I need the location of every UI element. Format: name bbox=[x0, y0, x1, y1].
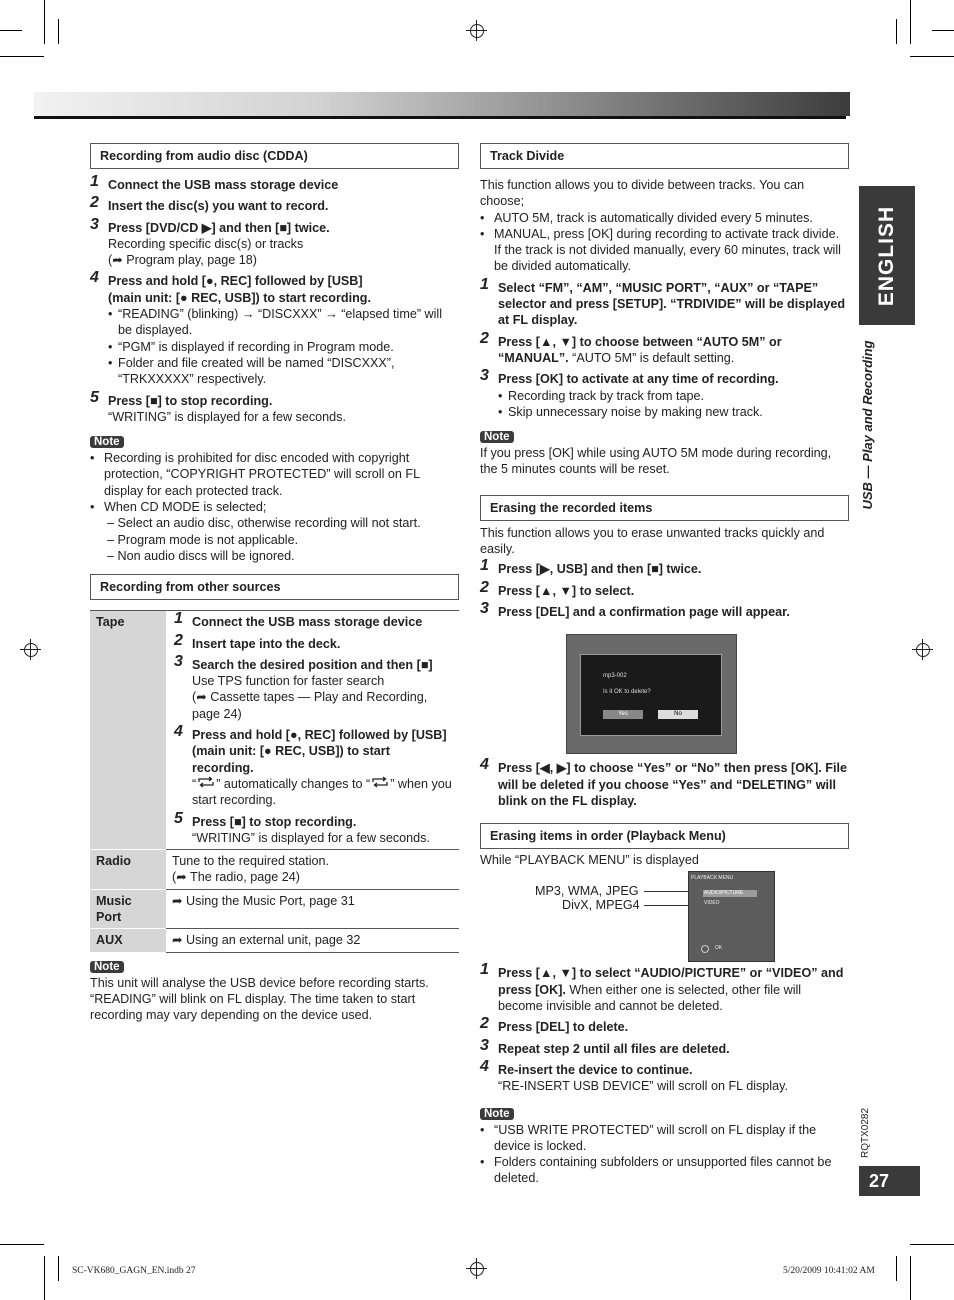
crop-mark bbox=[910, 1256, 911, 1300]
note-item: • Folders containing subfolders or unsupported files cannot be deleted. bbox=[480, 1154, 849, 1187]
step: 2 Press [▲, ▼] to select. bbox=[480, 578, 635, 598]
crop-mark bbox=[0, 56, 44, 57]
table-row: Music Port ➦ Using the Music Port, page 31 bbox=[90, 889, 459, 929]
registration-mark-icon bbox=[470, 1262, 484, 1276]
crop-mark bbox=[44, 0, 45, 44]
section-heading-erase: Erasing the recorded items bbox=[480, 495, 849, 521]
step: 4 Press [◀, ▶] to choose “Yes” or “No” then press [OK]. File will be deleted if you choose “Yes” and “DELETING” will blink on the FL display. bbox=[480, 756, 847, 808]
step: 1 Press [▶, USB] and then [■] twice. bbox=[480, 557, 702, 577]
step: 2 Press [DEL] to delete. bbox=[480, 1015, 629, 1035]
yes-button[interactable]: Yes bbox=[603, 710, 643, 719]
row-label: AUX bbox=[90, 929, 166, 952]
row-label: Tape bbox=[90, 611, 166, 850]
step: 4 Press and hold [●, REC] followed by [USB] (main unit: [● REC, USB]) to start recording. • “READING” (blinking) → “DISCXXX” → “elapsed time” will be displayed. • “PGM” is displayed if recording in Program mode. • Folder and file created will be named “DISCXXX”, “TRKXXXXX” respectively. bbox=[90, 273, 459, 387]
registration-mark-icon bbox=[916, 643, 930, 657]
crop-mark bbox=[896, 1256, 897, 1281]
crop-mark bbox=[44, 1256, 45, 1300]
label-video: DivX, MPEG4 bbox=[562, 898, 640, 912]
note-item: • Recording is prohibited for disc encoded with copyright protection, “COPYRIGHT PROTECTED” will scroll on FL display for each protected track. bbox=[90, 450, 459, 499]
delete-confirm-screen: mp3-002 Is it OK to delete? Yes No bbox=[566, 634, 737, 754]
step: 1 Select “FM”, “AM”, “MUSIC PORT”, “AUX” or “TAPE” selector and press [SETUP]. “TRDIVIDE” will be displayed at FL display. bbox=[480, 275, 846, 328]
section-heading-other: Recording from other sources bbox=[90, 574, 459, 600]
label-audio-picture: MP3, WMA, JPEG bbox=[535, 884, 639, 898]
step: 3 Press [DEL] and a confirmation page will appear. bbox=[480, 599, 790, 619]
right-column: Track Divide This function allows you to divide between tracks. You can choose; • AUTO 5M, track is automatically divided every 5 minutes. • MANUAL, press [OK] during recording to activate track divide. If the track is not divided manually, every 60 minutes, track will be divided automatically. 1 Select “FM”, “AM”, “MUSIC PORT”, “AUX” or “TAPE” selector and press [SETUP]. “TRDIVIDE” will be displayed at FL display. 2 Press [▲, ▼] to choose between “AUTO 5M” or “MANUAL”. “AUTO 5M” is default setting. 3 Press [OK] to activate at any time of recording. • Recording track by track from tape. • Skip unnecessary noise by making new track. Note If you press [OK] while using AUTO 5M mode during recording, the 5 minutes counts will be reset. Erasing the recorded items This function allows you to erase unwanted tracks quickly and easily. 1 Press [▶, USB] and then [■] twice. 2 Press [▲, ▼] to select. 3 Press [DEL] and a confirmation page will appear. 4 Press [◀, ▶] to choose “Yes” or “No” then press [OK]. File will be deleted if you choose “Yes” and “DELETING” will blink on the FL display. Erasing items in order (Playback Menu) While “PLAYBACK MENU” is displayed 1 Press [▲, ▼] to select “AUDIO/PICTURE” or “VIDEO” and press [OK]. When either one is selected, other file will become invisible and cannot be deleted. 2 Press [DEL] to delete. 3 Repeat step 2 until all files are deleted. 4 Re-insert the device to continue. “RE-INSERT USB DEVICE” will scroll on FL display. Note • “USB WRITE PROTECTED” will scroll on FL display if the device is locked. • Folders containing subfolders or unsupported files cannot be deleted. bbox=[480, 143, 849, 1187]
crop-mark bbox=[910, 56, 954, 57]
note-item: • When CD MODE is selected; bbox=[90, 499, 459, 515]
crop-mark bbox=[0, 30, 22, 31]
crop-mark bbox=[0, 1244, 44, 1245]
note-label: Note bbox=[480, 1108, 514, 1120]
note-label: Note bbox=[90, 961, 124, 973]
crop-mark bbox=[58, 1256, 59, 1281]
repeat-once-icon bbox=[196, 776, 216, 788]
step: 2 Insert the disc(s) you want to record. bbox=[90, 194, 329, 214]
footer-file: SC-VK680_GAGN_EN.indb 27 bbox=[72, 1266, 196, 1276]
no-button[interactable]: No bbox=[658, 710, 698, 719]
note-item: • “USB WRITE PROTECTED” will scroll on FL display if the device is locked. bbox=[480, 1122, 849, 1155]
section-heading-cdda: Recording from audio disc (CDDA) bbox=[90, 143, 459, 169]
left-column: Recording from audio disc (CDDA) 1 Connect the USB mass storage device 2 Insert the disc(s) you want to record. 3 Press [DVD/CD ▶] and then [■] twice. Recording specific disc(s) or tracks (➦ Program play, page 18) 4 Press and hold [●, REC] followed by [USB] (main unit: [● REC, USB]) to start recording. • “READING” (blinking) → “DISCXXX” → “elapsed time” will be displayed. • “PGM” is displayed if recording in Program mode. • Folder and file created will be named “DISCXXX”, “TRKXXXXX” respectively. 5 Press [■] to stop recording. “WRITING” is displayed for a few seconds. Note • Recording is prohibited for disc encoded with copyright protection, “COPYRIGHT PROTECTED” will scroll on FL display for each protected track. • When CD MODE is selected; – Select an audio disc, otherwise recording will not start. – Program mode is not applicable. – Non audio discs will be ignored. Recording from other sources Tape 1 Connect the USB mass storage device 2 Insert tape into the deck. 3 Search the desired position and then [■] Use TPS function for faster search (➦ Cassette tapes — Play and Recording, page 24) 4 Press and hold [●, REC] followed by [USB] (main unit: [● REC, USB]) to start recording. “ ” automatically changes to “ ” when you start recording. 5 Press [■] to stop recording. “WRITING” is displayed for a few seconds. Radio Tune to the required station. (➦ The radio, page 24) Music Port ➦ Using the Music Port, page 31 AUX ➦ Using an external unit, page 32 Note This unit will analyse the USB device before recording starts. “READING” will blink on FL display. The time taken to start recording may vary depending on the device used. bbox=[90, 143, 459, 1023]
note-text: This unit will analyse the USB device before recording starts. “READING” will blink on FL display. The time taken to start recording may vary depending on the device used. bbox=[90, 975, 429, 1023]
step: 4 Re-insert the device to continue. “RE-INSERT USB DEVICE” will scroll on FL display. bbox=[480, 1057, 788, 1094]
header-rule bbox=[34, 116, 846, 119]
note-label: Note bbox=[90, 436, 124, 448]
page-number: 27 bbox=[859, 1166, 920, 1196]
sources-table bbox=[90, 610, 459, 952]
step: 3 Repeat step 2 until all files are deleted. bbox=[480, 1036, 730, 1056]
step: 3 Press [DVD/CD ▶] and then [■] twice. Recording specific disc(s) or tracks (➦ Program play, page 18) bbox=[90, 215, 330, 268]
crop-mark bbox=[932, 30, 954, 31]
step: 5 Press [■] to stop recording. “WRITING” is displayed for a few seconds. bbox=[90, 388, 346, 424]
crop-mark bbox=[896, 19, 897, 44]
table-row: AUX ➦ Using an external unit, page 32 bbox=[90, 929, 459, 952]
section-heading-playback-menu: Erasing items in order (Playback Menu) bbox=[480, 823, 849, 849]
row-label: Music Port bbox=[90, 889, 166, 929]
crop-mark bbox=[910, 1244, 954, 1245]
menu-item-audio-picture[interactable]: AUDIO/PICTURE bbox=[703, 890, 757, 897]
ok-icon bbox=[701, 945, 709, 953]
repeat-all-icon bbox=[370, 776, 390, 788]
crop-mark bbox=[910, 0, 911, 44]
row-label: Radio bbox=[90, 850, 166, 890]
menu-item-video[interactable]: VIDEO bbox=[704, 900, 720, 906]
step: 1 Press [▲, ▼] to select “AUDIO/PICTURE” or “VIDEO” and press [OK]. When either one is selected, other file will become invisible and cannot be deleted. bbox=[480, 961, 844, 1014]
registration-mark-icon bbox=[470, 24, 484, 38]
crop-mark bbox=[58, 19, 59, 44]
step: 1 Connect the USB mass storage device bbox=[90, 173, 339, 192]
table-row: Radio Tune to the required station. (➦ The radio, page 24) bbox=[90, 850, 459, 890]
header-banner bbox=[34, 92, 850, 116]
language-tab: ENGLISH bbox=[859, 186, 915, 325]
note-text: If you press [OK] while using AUTO 5M mode during recording, the 5 minutes counts will be reset. bbox=[480, 446, 832, 477]
section-heading-track-divide: Track Divide bbox=[480, 143, 849, 169]
registration-mark-icon bbox=[24, 643, 38, 657]
table-row: Tape 1 Connect the USB mass storage device 2 Insert tape into the deck. 3 Search the desired position and then [■] Use TPS function for faster search (➦ Cassette tapes — Play and Recording, page 24) 4 Press and hold [●, REC] followed by [USB] (main unit: [● REC, USB]) to start recording. “ ” automatically changes to “ ” when you start recording. 5 Press [■] to stop recording. “WRITING” is displayed for a few seconds. bbox=[90, 611, 459, 850]
note-label: Note bbox=[480, 431, 514, 443]
playback-menu-screen: PLAYBACK MENU AUDIO/PICTURE VIDEO OK bbox=[688, 871, 775, 962]
step: 3 Press [OK] to activate at any time of recording. • Recording track by track from tape. • Skip unnecessary noise by making new track. bbox=[480, 371, 849, 420]
footer-timestamp: 5/20/2009 10:41:02 AM bbox=[783, 1266, 875, 1276]
step: 2 Press [▲, ▼] to choose between “AUTO 5M” or “MANUAL”. “AUTO 5M” is default setting. bbox=[480, 329, 782, 365]
